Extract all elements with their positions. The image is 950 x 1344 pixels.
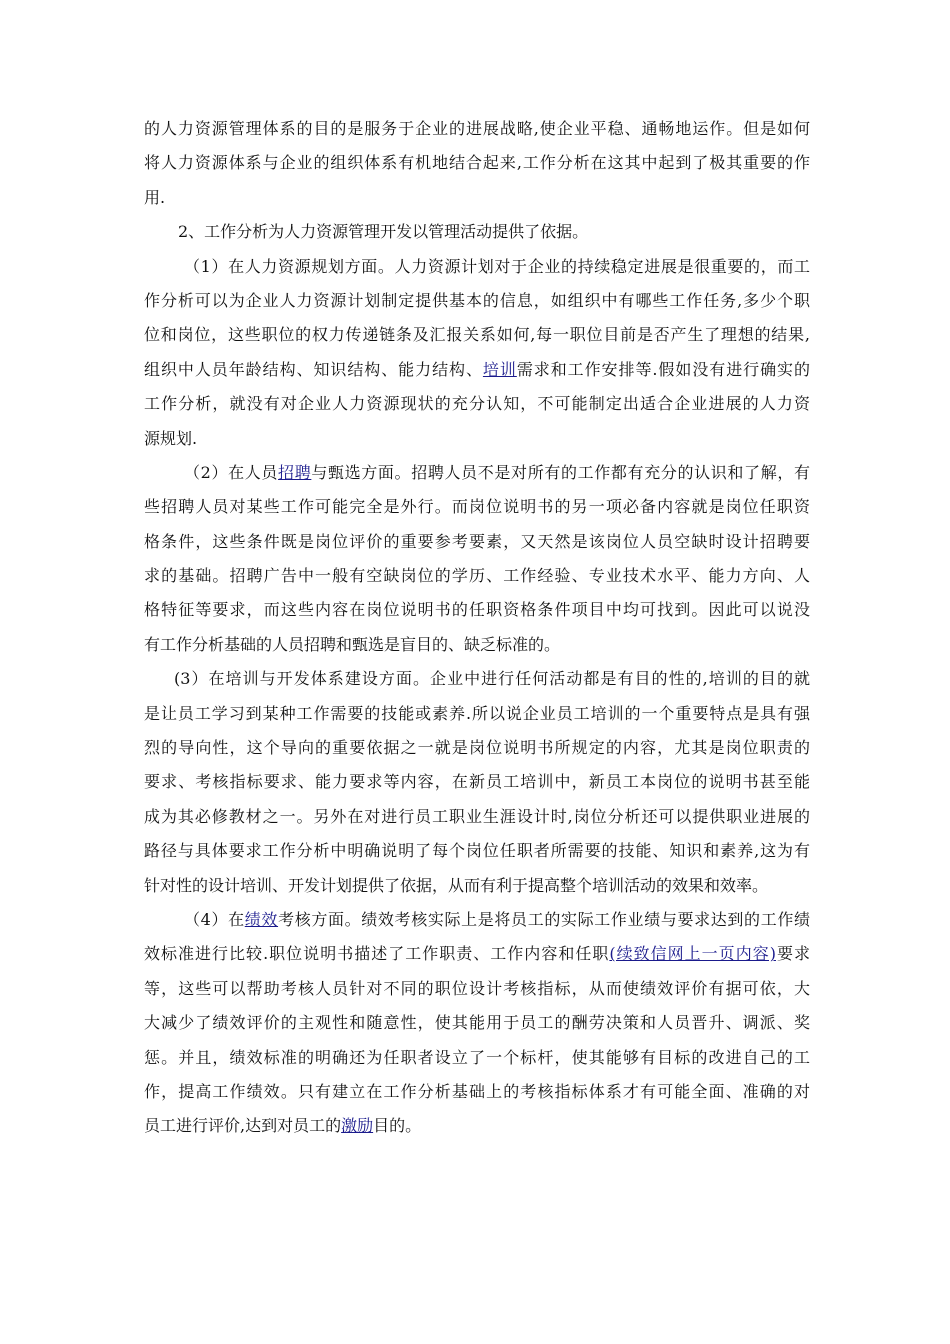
- text-line: （1）在人力资源规划方面。人力资源计划对于企业的持续稳定进展是很重要的，而工: [184, 256, 810, 276]
- text-line: 惩。并且，绩效标准的明确还为任职者设立了一个标杆，使其能够有目标的改进自己的工: [144, 1047, 810, 1067]
- recruitment-link[interactable]: 招聘: [278, 462, 312, 482]
- text-line: 将人力资源体系与企业的组织体系有机地结合起来,工作分析在这其中起到了极其重要的作: [144, 153, 810, 173]
- performance-link[interactable]: 绩效: [244, 909, 279, 929]
- text-line: 有工作分析基础的人员招聘和甄选是盲目的、缺乏标准的。: [144, 634, 561, 654]
- document-page: [144, 112, 810, 1144]
- section-heading: 2、工作分析为人力资源管理开发以管理活动提供了依据。: [178, 222, 589, 242]
- text-span: 员工进行评价,达到对员工的: [144, 1116, 342, 1136]
- text-span: 考核方面。绩效考核实际上是将员工的实际工作业绩与要求达到的工作绩: [278, 909, 810, 929]
- text-line: 求的基础。招聘广告中一般有空缺岗位的学历、工作经验、专业技术水平、能力方向、人: [144, 566, 810, 586]
- text-span: （2）在人员: [184, 462, 279, 482]
- text-line: 针对性的设计培训、开发计划提供了依据，从而有利于提高整个培训活动的效果和效率。: [144, 875, 769, 895]
- text-line: 要求、考核指标要求、能力要求等内容，在新员工培训中，新员工本岗位的说明书甚至能: [144, 772, 810, 792]
- text-span: 与甄选方面。招聘人员不是对所有的工作都有充分的认识和了解，有: [311, 462, 810, 482]
- text-line: 作分析可以为企业人力资源计划制定提供基本的信息，如组织中有哪些工作任务,多少个职: [144, 290, 810, 310]
- text-span: 需求和工作安排等.假如没有进行确实的: [516, 359, 810, 379]
- text-line: 用.: [144, 187, 166, 207]
- text-span: 效标准进行比较.职位说明书描述了工作职责、工作内容和任职: [144, 944, 610, 964]
- text-line: [144, 937, 810, 971]
- text-line: 些招聘人员对某些工作可能完全是外行。而岗位说明书的另一项必备内容就是岗位任职资: [144, 497, 810, 517]
- text-line: 是让员工学习到某种工作需要的技能或素养.所以说企业员工培训的一个重要特点是具有强: [144, 703, 810, 723]
- text-line: 大减少了绩效评价的主观性和随意性，使其能用于员工的酬劳决策和人员晋升、调派、奖: [144, 1013, 810, 1033]
- text-span: 组织中人员年龄结构、知识结构、能力结构、: [144, 359, 483, 379]
- text-line: 格条件，这些条件既是岗位评价的重要参考要素，又天然是该岗位人员空缺时设计招聘要: [144, 531, 810, 551]
- text-span: 目的。: [373, 1116, 422, 1136]
- training-link[interactable]: 培训: [482, 359, 517, 379]
- text-line: 的人力资源管理体系的目的是服务于企业的进展战略,使企业平稳、通畅地运作。但是如何: [144, 119, 810, 138]
- text-line: [144, 1109, 810, 1143]
- text-span: （4）在: [184, 909, 245, 929]
- text-line: 源规划.: [144, 428, 198, 448]
- motivation-link[interactable]: 激励: [341, 1116, 374, 1136]
- text-line: 烈的导向性，这个导向的重要依据之一就是岗位说明书所规定的内容，尤其是岗位职责的: [144, 738, 810, 758]
- text-line: 等，这些可以帮助考核人员针对不同的职位设计考核指标，从而使绩效评价有据可依，大: [144, 978, 810, 998]
- text-line: 作，提高工作绩效。只有建立在工作分析基础上的考核指标体系才有可能全面、准确的对: [144, 1081, 810, 1101]
- text-line: [144, 353, 810, 387]
- continued-content-link[interactable]: (续致信网上一页内容): [609, 944, 776, 964]
- text-line: [144, 456, 810, 490]
- text-line: (3）在培训与开发体系建设方面。企业中进行任何活动都是有目的性的,培训的目的就: [174, 669, 810, 689]
- text-line: 位和岗位，这些职位的权力传递链条及汇报关系如何,每一职位目前是否产生了理想的结果,: [144, 325, 810, 345]
- text-span: 要求: [775, 944, 810, 964]
- text-line: 成为其必修教材之一。另外在对进行员工职业生涯设计时,岗位分析还可以提供职业进展的: [144, 806, 810, 826]
- text-line: [144, 903, 810, 937]
- text-line: 路径与具体要求工作分析中明确说明了每个岗位任职者所需要的技能、知识和素养,这为有: [144, 841, 810, 861]
- text-line: 工作分析，就没有对企业人力资源现状的充分认知，不可能制定出适合企业进展的人力资: [144, 394, 810, 414]
- text-line: 格特征等要求，而这些内容在岗位说明书的任职资格条件项目中均可找到。因此可以说没: [144, 600, 810, 620]
